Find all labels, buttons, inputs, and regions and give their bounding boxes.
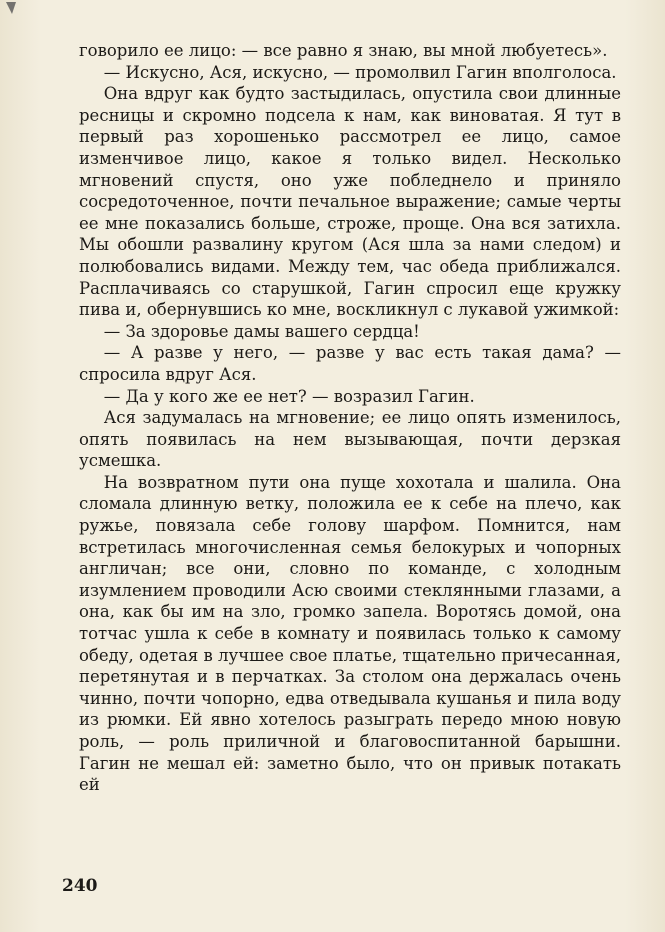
page-text <box>79 40 621 796</box>
paragraph-1: говорило ее лицо: — все равно я знаю, вы мной любуетесь». <box>79 41 608 60</box>
page-number: 240 <box>62 876 98 896</box>
paragraph-8: На возвратном пути она пуще хохотала и шалила. Она сломала длинную ветку, положила ее к себе на плечо, как ружье, повязала себе голову шарфом. Помнится, нам встретилась многочисленная семья белокурых и чопорных англичан; все они, словно по команде, с холодным изумлением проводили Асю своими стеклянными глазами, а она, как бы им на зло, громко запела. Воротясь домой, она тотчас ушла к себе в комнату и появилась только к самому обеду, одетая в лучшее свое платье, тщательно причесанная, перетянутая и в перчатках. За столом она держалась очень чинно, почти чопорно, едва отведывала кушанья и пила воду из рюмки. Ей явно хотелось разыграть передо мною новую роль, — роль приличной и благовоспитанной барышни. Гагин не мешал ей: заметно было, что он привык потакать ей <box>79 472 622 795</box>
paragraph-7: Ася задумалась на мгновение; ее лицо опять изменилось, опять появилась на нем вызывающая, почти дерзкая усмешка. <box>79 408 621 471</box>
paragraph-2: — Искусно, Ася, искусно, — промолвил Гагин вполголоса. <box>103 62 617 82</box>
paragraph-6: — Да у кого же ее нет? — возразил Гагин. <box>103 386 475 406</box>
paragraph-3: Она вдруг как будто застыдилась, опустила свои длинные ресницы и скромно подсела к нам, как виноватая. Я тут в первый раз хорошенько рассмотрел ее лицо, самое изменчивое лицо, какое я только видел. Несколько мгновений спустя, оно уже побледнело и приняло сосредоточенное, почти печальное выражение; самые черты ее мне показались больше, строже, проще. Она вся затихла. Мы обошли развалину кругом (Ася шла за нами следом) и полюбовались видами. Между тем, час обеда приближался. Расплачиваясь со старушкой, Гагин спросил еще кружку пива и, обернувшись ко мне, воскликнул с лукавой ужимкой: <box>79 84 621 320</box>
paragraph-5: — А разве у него, — разве у вас есть такая дама? — спросила вдруг Ася. <box>79 343 621 384</box>
corner-ink-mark <box>6 2 16 14</box>
paragraph-4: — За здоровье дамы вашего сердца! <box>103 321 420 341</box>
